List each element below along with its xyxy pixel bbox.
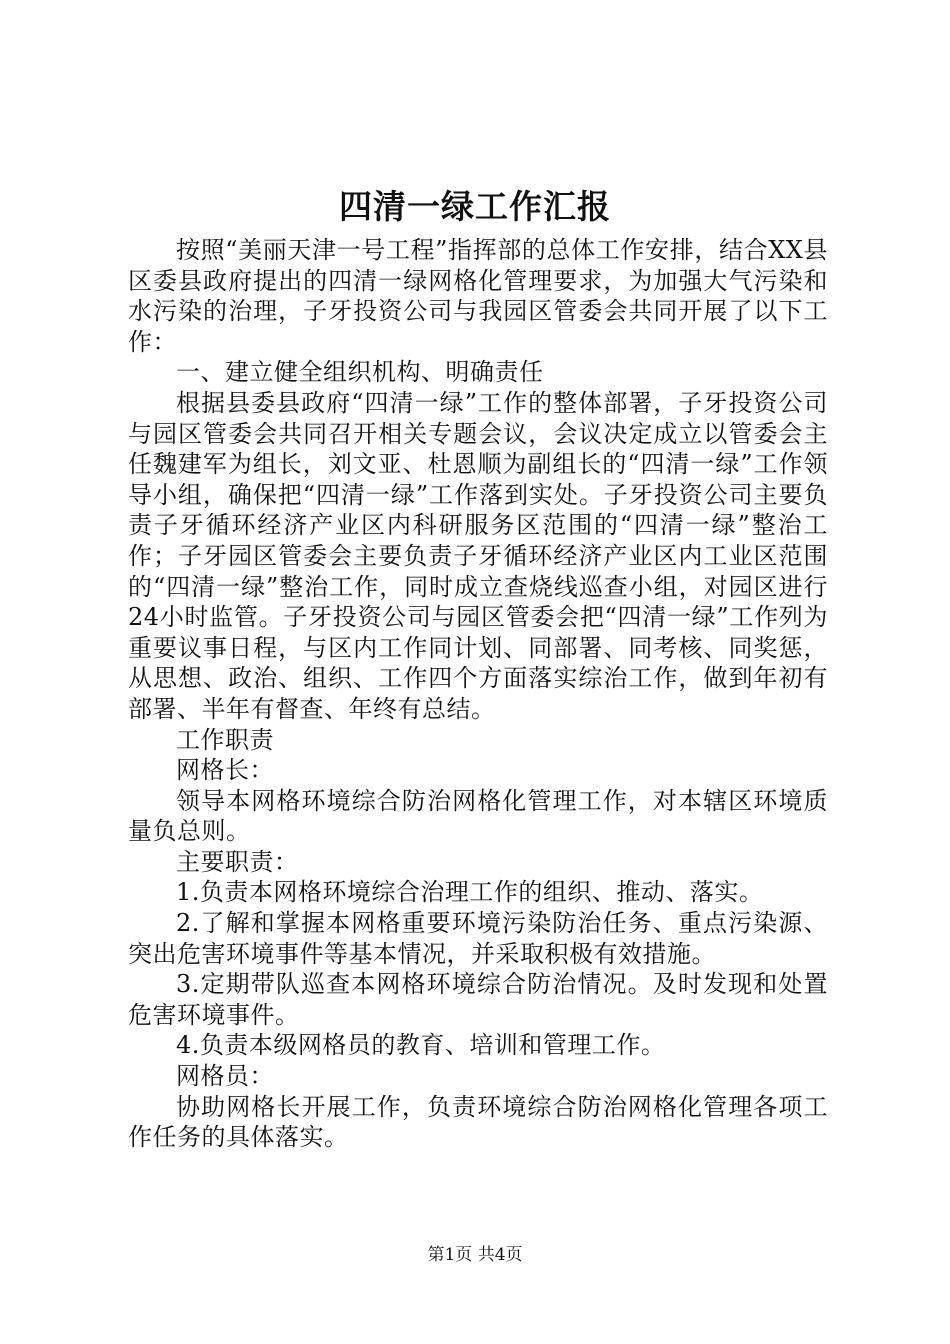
document-title: 四清一绿工作汇报 [339, 187, 611, 226]
heading-main-duties: 主要职责： [176, 847, 299, 876]
paragraph-grid-member-role: 协助网格长开展工作，负责环境综合防治网格化管理各项工作任务的具体落实。 [128, 1092, 828, 1152]
duty-item-3: 3.定期带队巡查本网格环境综合防治情况。及时发现和处置危害环境事件。 [128, 970, 828, 1029]
duty-item-4: 4.负责本级网格员的教育、培训和管理工作。 [176, 1031, 666, 1060]
duty-item-1: 1.负责本网格环境综合治理工作的组织、推动、落实。 [176, 878, 764, 907]
heading-grid-leader: 网格长： [176, 756, 274, 785]
page-footer [0, 1243, 950, 1267]
section-heading-1: 一、建立健全组织机构、明确责任 [176, 358, 544, 387]
document-body [128, 235, 828, 1153]
heading-grid-member: 网格员： [176, 1062, 274, 1091]
paragraph-grid-leader-role: 领导本网格环境综合防治网格化管理工作，对本辖区环境质量负总则。 [128, 786, 828, 846]
heading-work-duties: 工作职责 [176, 725, 274, 754]
duty-item-2: 2.了解和掌握本网格重要环境污染防治任务、重点污染源、突出危害环境事件等基本情况，并采取积极有效措施。 [128, 909, 828, 968]
paragraph-organization: 根据县委县政府“四清一绿”工作的整体部署，子牙投资公司与园区管委会共同召开相关专题会议，会议决定成立以管委会主任魏建军为组长，刘文亚、杜恩顺为副组长的“四清一绿”工作领导小组，确保把“四清一绿”工作落到实处。子牙投资公司主要负责子牙循环经济产业区内科研服务区范围的“四清一绿”整治工作；子牙园区管委会主要负责子牙循环经济产业区内工业区范围的“四清一绿”整治工作，同时成立查烧线巡查小组，对园区进行24小时监管。子牙投资公司与园区管委会把“四清一绿”工作列为重要议事日程，与区内工作同计划、同部署、同考核、同奖惩，从思想、政治、组织、工作四个方面落实综治工作，做到年初有部署、半年有督查、年终有总结。 [128, 388, 828, 723]
paragraph-intro: 按照“美丽天津一号工程”指挥部的总体工作安排，结合XX县区委县政府提出的四清一绿网格化管理要求，为加强大气污染和水污染的治理，子牙投资公司与我园区管委会共同开展了以下工作： [128, 236, 828, 356]
page-number: 第1页 [427, 1245, 473, 1265]
page-total: 共4页 [477, 1245, 523, 1265]
